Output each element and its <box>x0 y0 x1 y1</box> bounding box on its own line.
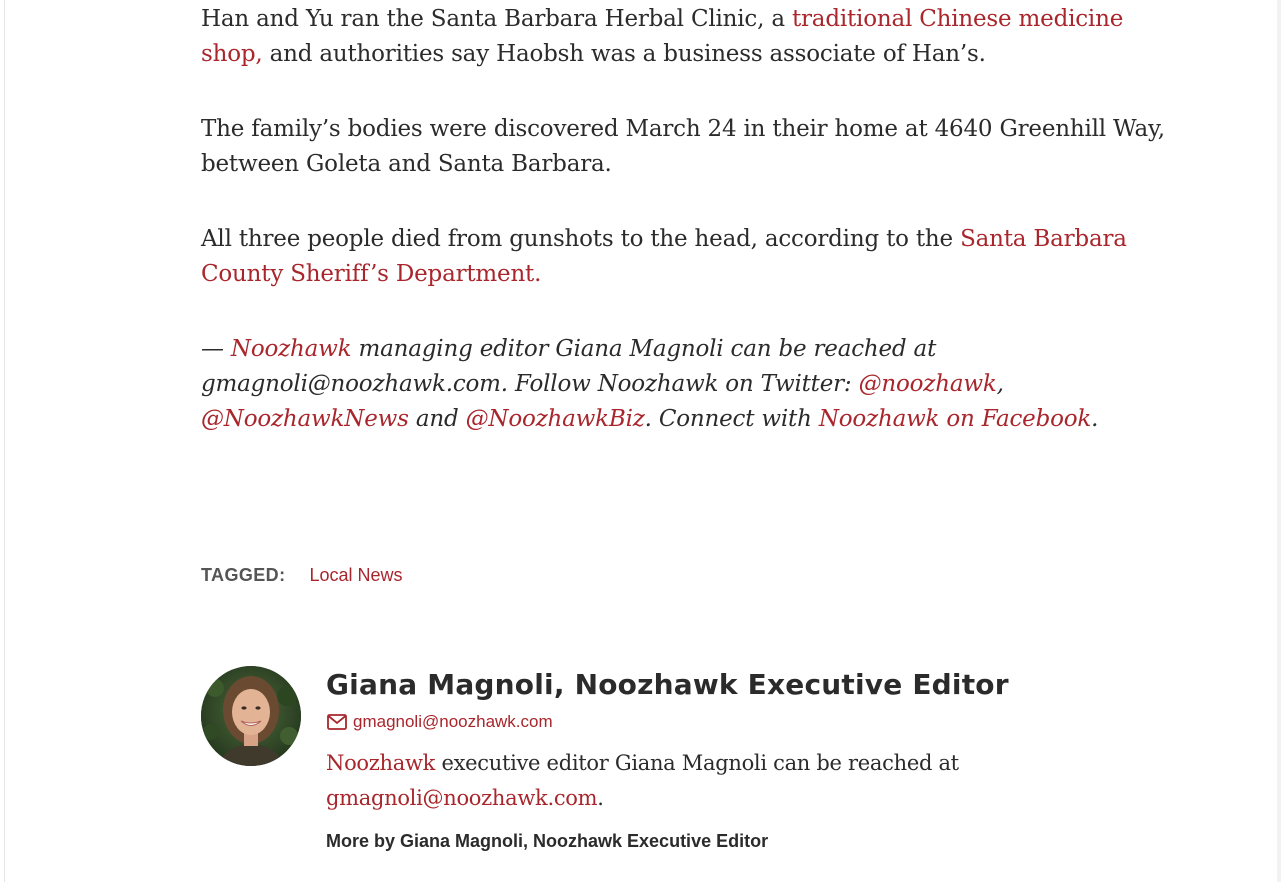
twitter-noozhawk-link[interactable]: @noozhawk <box>858 371 997 397</box>
paragraph-text: Han and Yu ran the Santa Barbara Herbal Clinic, a <box>201 6 792 32</box>
tags-label: TAGGED: <box>201 565 286 585</box>
author-bio-email-link[interactable]: gmagnoli@noozhawk.com <box>326 786 598 810</box>
signoff-text: , <box>996 371 1004 397</box>
author-email-link[interactable]: gmagnoli@noozhawk.com <box>353 712 553 731</box>
mail-icon <box>326 713 348 731</box>
twitter-noozhawknews-link[interactable]: @NoozhawkNews <box>201 406 409 432</box>
signoff-text: . <box>1091 406 1099 432</box>
article-paragraph <box>201 2 1181 72</box>
signoff-dash: — <box>201 336 231 362</box>
tags-section <box>201 562 403 588</box>
tag-local-news[interactable]: Local News <box>309 565 403 585</box>
sheriff-department-link[interactable]: Santa Barbara County Sheriff’s Department. <box>201 226 1127 287</box>
author-bio-text: executive editor Giana Magnoli can be reached at <box>435 751 959 775</box>
author-photo <box>201 666 301 766</box>
page-scrollbar-track[interactable] <box>1277 0 1281 882</box>
author-bio <box>326 746 966 816</box>
paragraph-text: All three people died from gunshots to the head, according to the <box>201 226 961 252</box>
signoff-text: managing editor Giana Magnoli can be reached at gmagnoli@noozhawk.com. Follow Noozhawk on Twitter: <box>201 336 937 397</box>
signoff-text: . Connect with <box>644 406 819 432</box>
author-info <box>326 666 1186 854</box>
article-paragraph <box>201 222 1181 292</box>
author-bio-text: . <box>597 786 604 810</box>
author-name[interactable]: Giana Magnoli, Noozhawk Executive Editor <box>326 668 1009 701</box>
paragraph-text: The family’s bodies were discovered March 24 in their home at 4640 Greenhill Way, between Goleta and Santa Barbara. <box>201 116 1165 177</box>
paragraph-text: and authorities say Haobsh was a business associate of Han’s. <box>262 41 986 67</box>
avatar[interactable] <box>201 666 301 766</box>
author-email-row <box>326 710 1186 734</box>
facebook-link[interactable]: Noozhawk on Facebook <box>818 406 1092 432</box>
article-signoff <box>201 332 1181 437</box>
more-by-author-heading: More by Giana Magnoli, Noozhawk Executive Editor <box>326 831 769 851</box>
author-bio-noozhawk-link[interactable]: Noozhawk <box>326 751 436 775</box>
noozhawk-link[interactable]: Noozhawk <box>230 336 352 362</box>
signoff-text: and <box>408 406 466 432</box>
clinic-link[interactable]: traditional Chinese medicine shop, <box>201 6 1124 67</box>
page-left-border <box>4 0 5 882</box>
article-paragraph <box>201 112 1181 182</box>
twitter-noozhawkbiz-link[interactable]: @NoozhawkBiz <box>465 406 645 432</box>
article-body <box>201 2 1181 477</box>
